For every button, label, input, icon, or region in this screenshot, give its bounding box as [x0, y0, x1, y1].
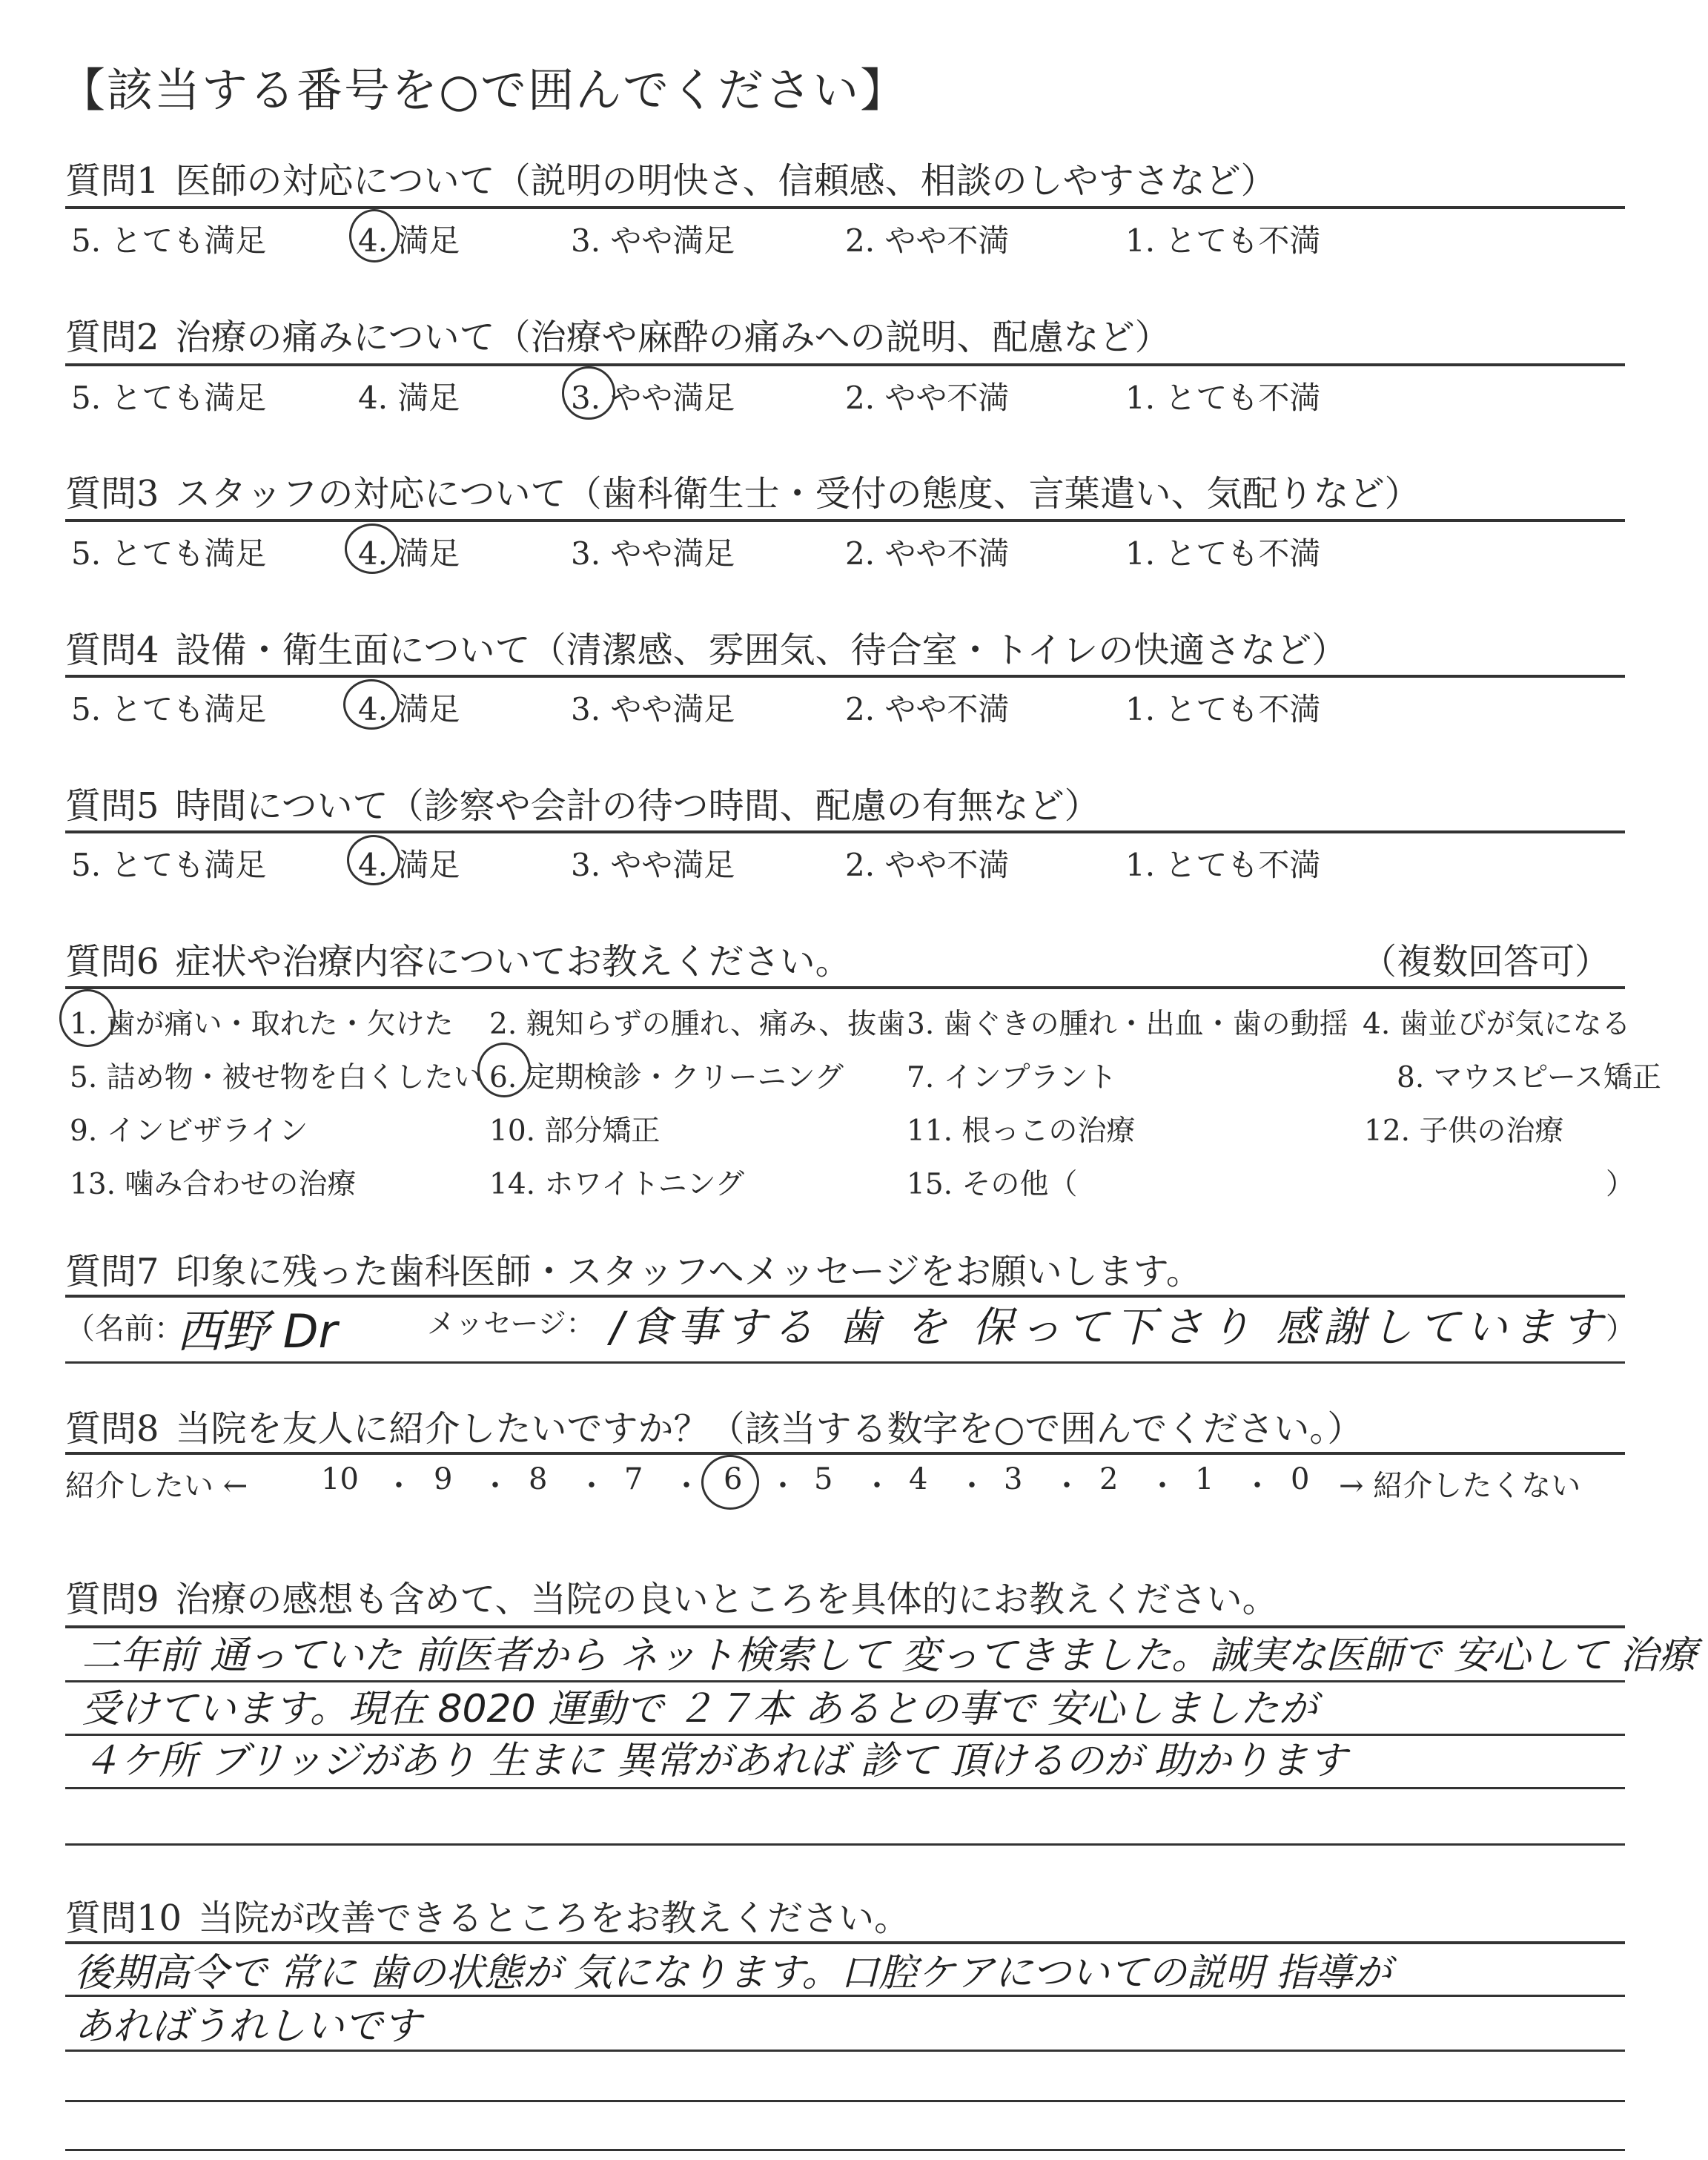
option-5[interactable]: 5. とても満足 [71, 222, 267, 259]
divider [65, 206, 1625, 209]
scale-dot: ・ [957, 1469, 987, 1503]
question-7-text: 印象に残った歯科医師・スタッフへメッセージをお願いします。 [175, 1251, 1202, 1292]
divider [65, 1452, 1625, 1455]
option-3[interactable]: 3. やや満足 [571, 847, 735, 883]
option-2[interactable]: 2. やや不満 [845, 222, 1010, 259]
question-10-text: 当院が改善できるところをお教えください。 [198, 1898, 910, 1939]
answer-line [65, 2050, 1625, 2052]
symptom-option-2[interactable]: 2. 親知らずの腫れ、痛み、抜歯 [489, 1008, 906, 1041]
answer-9-line-1[interactable]: 二年前 通っていた 前医者から ネット検索して 変ってきました。誠実な医師で 安心して 治療 [82, 1634, 1698, 1678]
option-2[interactable]: 2. やや不満 [845, 535, 1010, 572]
symptom-option-12[interactable]: 12. 子供の治療 [1364, 1114, 1564, 1148]
symptom-option-5[interactable]: 5. 詰め物・被せ物を白くしたい [70, 1061, 483, 1094]
question-7-number: 質問7 [65, 1251, 159, 1292]
question-2-options [65, 374, 1625, 418]
selected-answer-circle [59, 989, 116, 1047]
symptom-option-15[interactable]: 15. その他（ [907, 1168, 1078, 1201]
question-5-text: 時間について（診察や会計の待つ時間、配慮の有無など） [175, 785, 1100, 827]
scale-dot: ・ [1242, 1469, 1272, 1503]
symptom-option-1[interactable]: 1. 歯が痛い・取れた・欠けた [70, 1008, 454, 1041]
option-2[interactable]: 2. やや不満 [845, 380, 1010, 416]
option-3[interactable]: 3. やや満足 [571, 535, 735, 572]
question-5 [65, 777, 1100, 828]
question-9 [65, 1571, 1278, 1622]
option-1[interactable]: 1. とても不満 [1125, 380, 1321, 416]
question-6 [65, 933, 851, 984]
option-4[interactable]: 4. 満足 [358, 222, 460, 259]
scale-dot: ・ [768, 1469, 798, 1503]
symptom-option-7[interactable]: 7. インプラント [907, 1061, 1117, 1094]
option-1[interactable]: 1. とても不満 [1125, 847, 1321, 883]
scale-9[interactable]: 9 [434, 1462, 453, 1496]
question-7 [65, 1243, 1202, 1294]
option-3[interactable]: 3. やや満足 [571, 222, 735, 259]
divider [65, 1361, 1625, 1364]
answer-10-line-2[interactable]: あればうれしいです [74, 2004, 422, 2049]
divider [65, 830, 1625, 833]
question-8-text: 当院を友人に紹介したいですか？（該当する数字を○で囲んでください。） [175, 1408, 1363, 1450]
option-5[interactable]: 5. とても満足 [71, 691, 267, 727]
question-5-number: 質問5 [65, 785, 159, 827]
answer-9-line-2[interactable]: 受けています。現在 8020 運動で ２７本 あるとの事で 安心しましたが [82, 1687, 1317, 1731]
question-2-number: 質問2 [65, 317, 159, 358]
message-line [65, 1304, 1635, 1358]
option-3[interactable]: 3. やや満足 [571, 691, 735, 727]
option-4[interactable]: 4. 満足 [358, 380, 460, 416]
question-10-number: 質問10 [65, 1898, 182, 1939]
option-1[interactable]: 1. とても不満 [1125, 691, 1321, 727]
option-1[interactable]: 1. とても不満 [1125, 222, 1321, 259]
scale-dot: ・ [862, 1469, 892, 1503]
option-3[interactable]: 3. やや満足 [571, 380, 735, 416]
scale-right-label: → 紹介したくない [1339, 1469, 1581, 1503]
question-3-text: スタッフの対応について（歯科衛生士・受付の態度、言葉遣い、気配りなど） [175, 473, 1420, 515]
answer-line [65, 2149, 1625, 2151]
message-label: メッセージ： [427, 1307, 595, 1340]
option-2[interactable]: 2. やや不満 [845, 847, 1010, 883]
question-6-text: 症状や治療内容についてお教えください。 [175, 941, 851, 982]
recommend-scale [65, 1462, 1625, 1507]
message-close-paren: ） [1606, 1312, 1635, 1346]
question-2 [65, 308, 1171, 360]
scale-0[interactable]: 0 [1291, 1462, 1310, 1496]
option-4[interactable]: 4. 満足 [358, 847, 460, 883]
scale-7[interactable]: 7 [624, 1462, 643, 1496]
message-value[interactable]: /食事する 歯 を 保って下さり 感謝しています [610, 1304, 1609, 1352]
scale-4[interactable]: 4 [909, 1462, 928, 1496]
question-1-options [65, 217, 1625, 261]
option-4[interactable]: 4. 満足 [358, 691, 460, 727]
question-1-text: 医師の対応について（説明の明快さ、信頼感、相談のしやすさなど） [175, 160, 1277, 202]
selected-answer-circle [349, 209, 400, 262]
option-4[interactable]: 4. 満足 [358, 535, 460, 572]
symptom-option-9[interactable]: 9. インビザライン [70, 1114, 308, 1148]
answer-10-line-1[interactable]: 後期高令で 常に 歯の状態が 気になります。口腔ケアについての説明 指導が [74, 1951, 1391, 1995]
scale-left-label: 紹介したい ← [65, 1469, 248, 1503]
selected-answer-circle [343, 679, 400, 730]
question-1 [65, 152, 1277, 203]
scale-dot: ・ [480, 1469, 510, 1503]
selected-answer-circle [562, 366, 615, 420]
divider [65, 675, 1625, 678]
symptom-option-10[interactable]: 10. 部分矯正 [489, 1114, 661, 1148]
question-3-number: 質問3 [65, 473, 159, 515]
answer-line [65, 1787, 1625, 1789]
question-4-text: 設備・衛生面について（清潔感、雰囲気、待合室・トイレの快適さなど） [175, 630, 1348, 671]
question-5-options [65, 841, 1625, 885]
question-3 [65, 465, 1420, 516]
scale-dot: ・ [1148, 1469, 1177, 1503]
page-title: 【該当する番号を○で囲んでください】 [59, 63, 908, 117]
scale-1[interactable]: 1 [1195, 1462, 1214, 1496]
symptom-option-6[interactable]: 6. 定期検診・クリーニング [489, 1061, 844, 1094]
symptom-option-13[interactable]: 13. 噛み合わせの治療 [70, 1168, 357, 1201]
scale-10[interactable]: 10 [321, 1462, 359, 1496]
scale-3[interactable]: 3 [1004, 1462, 1023, 1496]
symptom-option-3[interactable]: 3. 歯ぐきの腫れ・出血・歯の動揺 [907, 1008, 1348, 1041]
multiple-answers-note: （複数回答可） [1361, 941, 1611, 982]
symptom-option-4[interactable]: 4. 歯並びが気になる [1363, 1008, 1631, 1041]
question-2-text: 治療の痛みについて（治療や麻酔の痛みへの説明、配慮など） [175, 317, 1171, 358]
divider [65, 986, 1625, 989]
selected-answer-circle [477, 1043, 531, 1097]
option-5[interactable]: 5. とても満足 [71, 847, 267, 883]
scale-8[interactable]: 8 [529, 1462, 548, 1496]
question-3-options [65, 529, 1625, 574]
answer-9-line-3[interactable]: ４ケ所 ブリッジがあり 生まに 異常があれば 診て 頂けるのが 助かります [82, 1739, 1348, 1783]
divider [65, 363, 1625, 366]
question-1-number: 質問1 [65, 160, 159, 202]
question-8-number: 質問8 [65, 1408, 159, 1450]
selected-answer-circle [345, 524, 400, 574]
question-6-number: 質問6 [65, 941, 159, 982]
option-5[interactable]: 5. とても満足 [71, 380, 267, 416]
question-4-options [65, 685, 1625, 730]
question-4 [65, 621, 1347, 673]
scale-5[interactable]: 5 [814, 1462, 833, 1496]
question-4-number: 質問4 [65, 630, 159, 671]
divider [65, 519, 1625, 522]
name-value[interactable]: 西野 Dr [176, 1304, 337, 1358]
scale-6[interactable]: 6 [724, 1462, 743, 1496]
option-1[interactable]: 1. とても不満 [1125, 535, 1321, 572]
option-2[interactable]: 2. やや不満 [845, 691, 1010, 727]
answer-line [65, 2100, 1625, 2102]
symptom-option-11[interactable]: 11. 根っこの治療 [907, 1114, 1136, 1148]
scale-dot: ・ [384, 1469, 414, 1503]
scale-dot: ・ [672, 1469, 701, 1503]
question-9-number: 質問9 [65, 1579, 159, 1620]
scale-2[interactable]: 2 [1099, 1462, 1119, 1496]
other-close-paren: ） [1606, 1168, 1635, 1201]
scale-dot: ・ [577, 1469, 606, 1503]
question-9-text: 治療の感想も含めて、当院の良いところを具体的にお教えください。 [175, 1579, 1278, 1620]
symptom-option-8[interactable]: 8. マウスピース矯正 [1397, 1061, 1661, 1094]
answer-line [65, 1843, 1625, 1846]
symptom-option-14[interactable]: 14. ホワイトニング [489, 1168, 744, 1201]
question-10 [65, 1889, 910, 1941]
name-label: （名前： [65, 1312, 184, 1346]
scale-dot: ・ [1052, 1469, 1082, 1503]
selected-answer-circle [701, 1455, 759, 1510]
question-8 [65, 1400, 1363, 1451]
selected-answer-circle [347, 835, 400, 885]
option-5[interactable]: 5. とても満足 [71, 535, 267, 572]
